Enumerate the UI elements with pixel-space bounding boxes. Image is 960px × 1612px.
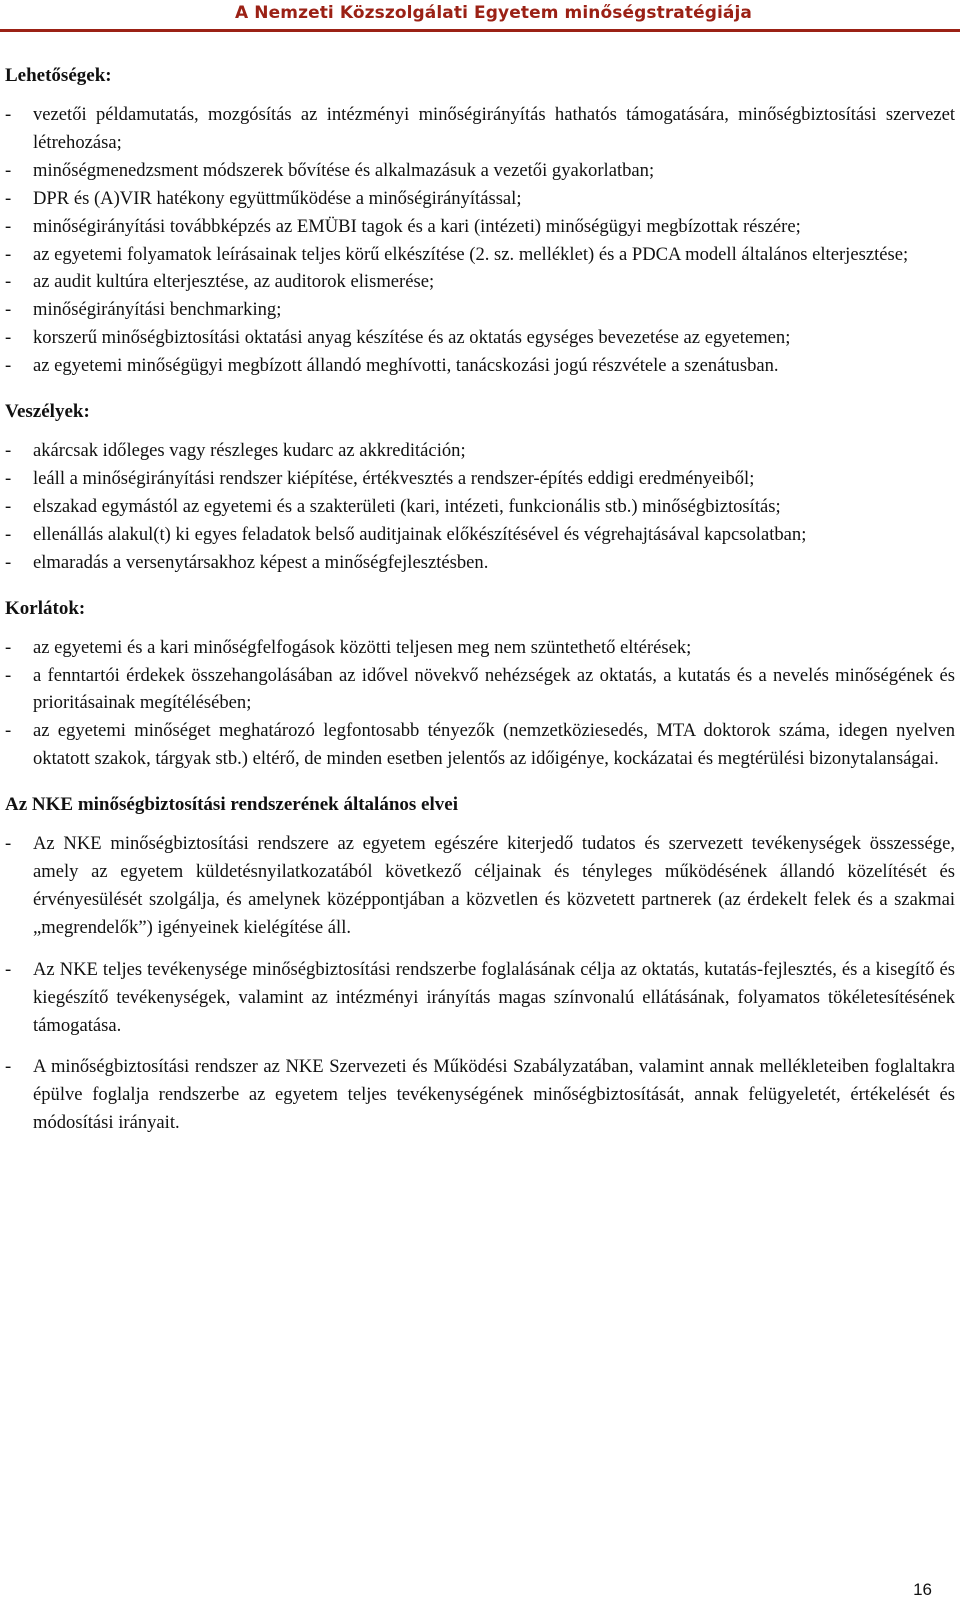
dash-bullet: - (5, 104, 12, 125)
dash-bullet: - (5, 467, 12, 489)
bullet-list (5, 437, 955, 577)
dash-bullet: - (5, 299, 12, 321)
list-item (5, 324, 955, 352)
bullet-list (5, 101, 955, 380)
section-heading: Korlátok: (5, 597, 86, 619)
list-item-text: az egyetemi minőséget meghatározó legfontosabb tényezők (nemzetköziesedés, MTA doktorok száma, idegen nyelven oktatott szakok, tárgyak stb.) eltérő, de minden esetben jelentős az időigénye, kockázatai és megtérülési bizonytalanságai. (33, 720, 955, 770)
bullet-list (5, 634, 955, 774)
header-rule (0, 29, 960, 32)
list-item-text: minőségirányítási továbbképzés az EMÜBI tagok és a kari (intézeti) minőségügyi megbízottak részére; (33, 215, 801, 237)
list-item-text: elmaradás a versenytársakhoz képest a minőségfejlesztésben. (33, 551, 489, 573)
dash-bullet: - (5, 636, 12, 658)
section-heading: Lehetőségek: (5, 65, 112, 86)
section-heading: Veszélyek: (5, 401, 90, 423)
list-item-text: minőségirányítási benchmarking; (33, 299, 282, 321)
section-opportunities (5, 62, 955, 380)
dash-bullet: - (5, 159, 12, 181)
dash-bullet: - (5, 495, 12, 517)
list-item (5, 634, 955, 662)
dash-bullet: - (5, 187, 12, 209)
list-item (5, 157, 955, 185)
dash-bullet: - (5, 327, 12, 349)
list-item-text: az audit kultúra elterjesztése, az auditorok elismerése; (33, 271, 435, 293)
list-item-text: elszakad egymástól az egyetemi és a szakterületi (kari, intézeti, funkcionális stb.) minőségbiztosítás; (33, 495, 781, 517)
list-item-text: leáll a minőségirányítási rendszer kiépítése, értékvesztés a rendszer-építés eddigi eredményeiből; (33, 467, 755, 489)
running-header: A Nemzeti Közszolgálati Egyetem minőségstratégiája (235, 3, 752, 23)
list-item-text: A minőségbiztosítási rendszer az NKE Szervezeti és Működési Szabályzatában, valamint annak mellékleteiben foglaltakra épülve foglalja rendszerbe az egyetem teljes tevékenységének minőségbiztosítását, annak felügyeletét, értékelését és módosítási irányait. (33, 1056, 955, 1134)
dash-bullet: - (5, 551, 12, 573)
list-item (5, 830, 955, 942)
dash-bullet: - (5, 215, 12, 237)
list-item (5, 437, 955, 465)
dash-bullet: - (5, 440, 12, 462)
list-item-text: Az NKE minőségbiztosítási rendszere az egyetem egészére kiterjedő tudatos és szervezett tevékenységek összessége, amely az egyetem küldetésnyilatkozatából következő céljainak és tényleges működésének állandó közelítését és érvényesülését szolgálja, és amelynek középpontjában a közvetlen és közvetett partnerek (az érdekelt felek és a szakmai „megrendelők”) igényeinek kielégítése áll. (33, 833, 955, 938)
list-item (5, 101, 955, 157)
section-heading: Az NKE minőségbiztosítási rendszerének általános elvei (5, 794, 458, 816)
list-item-text: a fenntartói érdekek összehangolásában az idővel növekvő nehézségek az oktatás, a kutatás és a nevelés minőségének és prioritásainak megítélésében; (33, 664, 955, 714)
list-item (5, 493, 955, 521)
dash-bullet: - (5, 243, 12, 265)
dash-bullet: - (5, 958, 12, 980)
list-item (5, 268, 955, 296)
list-item (5, 241, 955, 269)
section-threats (5, 398, 955, 577)
list-item (5, 352, 955, 380)
list-item (5, 465, 955, 493)
list-item-text: az egyetemi és a kari minőségfelfogások közötti teljesen meg nem szüntethető eltérések; (33, 636, 692, 658)
list-item-text: vezetői példamutatás, mozgósítás az intézményi minőségirányítás hathatós támogatására, minőségbiztosítási szervezet létrehozása; (33, 104, 955, 153)
list-item (5, 1053, 955, 1137)
list-item (5, 956, 955, 1040)
dash-bullet: - (5, 720, 12, 742)
dash-bullet: - (5, 355, 12, 377)
page-number: 16 (913, 1580, 932, 1599)
list-item-text: Az NKE teljes tevékenysége minőségbiztosítási rendszerbe foglalásának célja az oktatás, kutatás-fejlesztés, és a kisegítő és kiegészítő tevékenységek, valamint az intézményi irányítás magas színvonalú ellátásának, folyamatos tökéletesítésének támogatása. (33, 958, 955, 1036)
list-item (5, 521, 955, 549)
list-item-text: ellenállás alakul(t) ki egyes feladatok belső auditjainak előkészítésével és végrehajtásával kapcsolatban; (33, 523, 807, 545)
list-item-text: korszerű minőségbiztosítási oktatási anyag készítése és az oktatás egységes bevezetése az egyetemen; (33, 327, 791, 349)
section-constraints (5, 595, 955, 774)
dash-bullet: - (5, 523, 12, 545)
list-item-text: az egyetemi minőségügyi megbízott állandó meghívotti, tanácskozási jogú részvétele a szenátusban. (33, 355, 779, 377)
list-item (5, 185, 955, 213)
dash-bullet: - (5, 833, 12, 855)
dash-bullet: - (5, 664, 12, 686)
list-item-text: minőségmenedzsment módszerek bővítése és alkalmazásuk a vezetői gyakorlatban; (33, 159, 655, 181)
list-item (5, 717, 955, 773)
dash-bullet: - (5, 271, 12, 293)
page-content (5, 62, 955, 1155)
dash-bullet: - (5, 1056, 12, 1078)
list-item (5, 549, 955, 577)
list-item-text: akárcsak időleges vagy részleges kudarc az akkreditáción; (33, 440, 466, 462)
section-principles (5, 791, 955, 1137)
list-item-text: DPR és (A)VIR hatékony együttműködése a minőségirányítással; (33, 187, 522, 209)
list-item (5, 213, 955, 241)
bullet-list (5, 830, 955, 1137)
list-item (5, 296, 955, 324)
list-item (5, 662, 955, 718)
list-item-text: az egyetemi folyamatok leírásainak teljes körű elkészítése (2. sz. melléklet) és a PDCA modell általános elterjesztése; (33, 243, 909, 265)
